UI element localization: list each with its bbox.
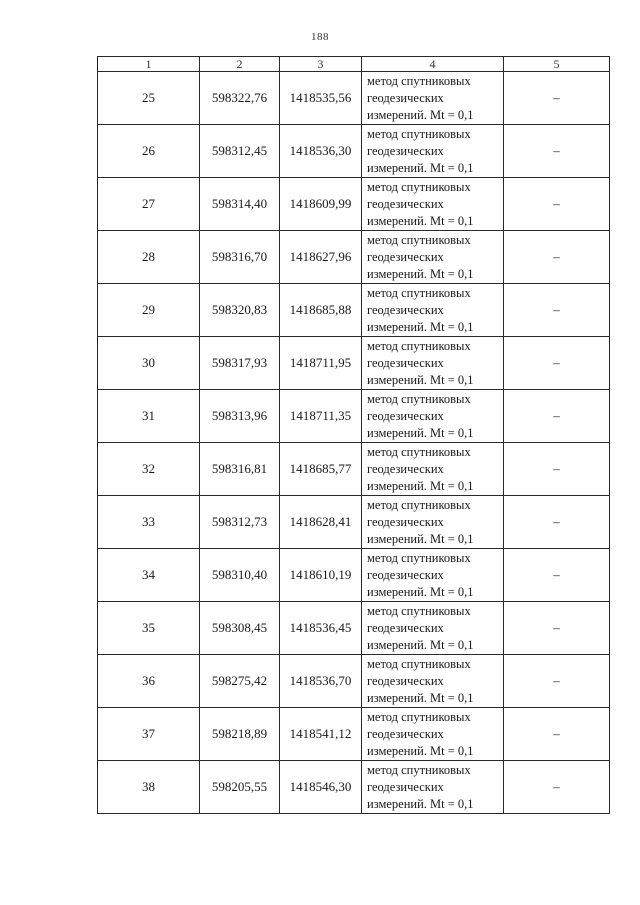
table-row (98, 178, 610, 231)
note-cell: – (504, 125, 610, 178)
method-cell (362, 72, 504, 125)
x-coordinate-cell: 598317,93 (200, 337, 280, 390)
x-coordinate-cell: 598218,89 (200, 708, 280, 761)
method-line: измерений. Mt = 0,1 (367, 266, 474, 281)
table-row (98, 496, 610, 549)
method-line: метод спутниковых (367, 126, 471, 141)
method-cell (362, 125, 504, 178)
method-line: измерений. Mt = 0,1 (367, 690, 474, 705)
method-line: метод спутниковых (367, 497, 471, 512)
table-body (98, 72, 610, 814)
method-cell (362, 708, 504, 761)
method-cell (362, 284, 504, 337)
method-line: геодезических (367, 620, 444, 635)
note-cell: – (504, 337, 610, 390)
note-cell: – (504, 496, 610, 549)
method-line: геодезических (367, 143, 444, 158)
point-number-cell: 26 (98, 125, 200, 178)
method-line: геодезических (367, 355, 444, 370)
method-line: метод спутниковых (367, 179, 471, 194)
method-line: метод спутниковых (367, 550, 471, 565)
point-number-cell: 30 (98, 337, 200, 390)
point-number-cell: 38 (98, 761, 200, 814)
method-cell (362, 602, 504, 655)
point-number-cell: 33 (98, 496, 200, 549)
y-coordinate-cell: 1418536,30 (280, 125, 362, 178)
x-coordinate-cell: 598312,73 (200, 496, 280, 549)
coordinates-table (97, 56, 610, 814)
x-coordinate-cell: 598316,81 (200, 443, 280, 496)
x-coordinate-cell: 598320,83 (200, 284, 280, 337)
note-cell: – (504, 761, 610, 814)
method-line: метод спутниковых (367, 709, 471, 724)
method-line: геодезических (367, 408, 444, 423)
method-line: геодезических (367, 461, 444, 476)
method-cell (362, 655, 504, 708)
note-cell: – (504, 178, 610, 231)
y-coordinate-cell: 1418541,12 (280, 708, 362, 761)
y-coordinate-cell: 1418546,30 (280, 761, 362, 814)
table-row (98, 602, 610, 655)
method-line: метод спутниковых (367, 232, 471, 247)
y-coordinate-cell: 1418685,88 (280, 284, 362, 337)
x-coordinate-cell: 598308,45 (200, 602, 280, 655)
method-line: метод спутниковых (367, 603, 471, 618)
point-number-cell: 29 (98, 284, 200, 337)
x-coordinate-cell: 598310,40 (200, 549, 280, 602)
method-line: метод спутниковых (367, 656, 471, 671)
y-coordinate-cell: 1418711,35 (280, 390, 362, 443)
point-number-cell: 35 (98, 602, 200, 655)
y-coordinate-cell: 1418685,77 (280, 443, 362, 496)
table-row (98, 655, 610, 708)
y-coordinate-cell: 1418627,96 (280, 231, 362, 284)
method-line: измерений. Mt = 0,1 (367, 531, 474, 546)
method-line: геодезических (367, 514, 444, 529)
table-row (98, 390, 610, 443)
table-row (98, 761, 610, 814)
page-number: 188 (311, 31, 329, 43)
x-coordinate-cell: 598314,40 (200, 178, 280, 231)
method-cell (362, 443, 504, 496)
note-cell: – (504, 655, 610, 708)
point-number-cell: 34 (98, 549, 200, 602)
method-line: измерений. Mt = 0,1 (367, 796, 474, 811)
table-row (98, 231, 610, 284)
method-line: геодезических (367, 90, 444, 105)
method-line: метод спутниковых (367, 391, 471, 406)
method-line: метод спутниковых (367, 338, 471, 353)
method-cell (362, 549, 504, 602)
point-number-cell: 27 (98, 178, 200, 231)
column-header: 3 (280, 57, 362, 72)
y-coordinate-cell: 1418628,41 (280, 496, 362, 549)
point-number-cell: 37 (98, 708, 200, 761)
x-coordinate-cell: 598275,42 (200, 655, 280, 708)
table-row (98, 443, 610, 496)
column-header: 4 (362, 57, 504, 72)
method-line: геодезических (367, 196, 444, 211)
y-coordinate-cell: 1418610,19 (280, 549, 362, 602)
method-cell (362, 761, 504, 814)
method-line: геодезических (367, 673, 444, 688)
y-coordinate-cell: 1418536,70 (280, 655, 362, 708)
method-line: геодезических (367, 567, 444, 582)
y-coordinate-cell: 1418535,56 (280, 72, 362, 125)
note-cell: – (504, 443, 610, 496)
y-coordinate-cell: 1418609,99 (280, 178, 362, 231)
x-coordinate-cell: 598316,70 (200, 231, 280, 284)
method-line: измерений. Mt = 0,1 (367, 107, 474, 122)
method-line: метод спутниковых (367, 762, 471, 777)
x-coordinate-cell: 598312,45 (200, 125, 280, 178)
x-coordinate-cell: 598322,76 (200, 72, 280, 125)
method-line: геодезических (367, 726, 444, 741)
method-line: измерений. Mt = 0,1 (367, 213, 474, 228)
table-row (98, 337, 610, 390)
method-line: измерений. Mt = 0,1 (367, 425, 474, 440)
point-number-cell: 31 (98, 390, 200, 443)
method-line: измерений. Mt = 0,1 (367, 160, 474, 175)
method-cell (362, 231, 504, 284)
method-line: метод спутниковых (367, 285, 471, 300)
table-row (98, 72, 610, 125)
method-line: измерений. Mt = 0,1 (367, 637, 474, 652)
point-number-cell: 36 (98, 655, 200, 708)
method-line: геодезических (367, 779, 444, 794)
note-cell: – (504, 549, 610, 602)
table-row (98, 708, 610, 761)
table-header-row (98, 57, 610, 72)
note-cell: – (504, 390, 610, 443)
y-coordinate-cell: 1418711,95 (280, 337, 362, 390)
table-row (98, 125, 610, 178)
note-cell: – (504, 602, 610, 655)
x-coordinate-cell: 598205,55 (200, 761, 280, 814)
note-cell: – (504, 708, 610, 761)
method-cell (362, 178, 504, 231)
table-row (98, 284, 610, 337)
table-row (98, 549, 610, 602)
column-header: 5 (504, 57, 610, 72)
method-line: метод спутниковых (367, 444, 471, 459)
method-cell (362, 390, 504, 443)
method-cell (362, 337, 504, 390)
y-coordinate-cell: 1418536,45 (280, 602, 362, 655)
method-line: геодезических (367, 249, 444, 264)
point-number-cell: 28 (98, 231, 200, 284)
method-line: геодезических (367, 302, 444, 317)
method-line: измерений. Mt = 0,1 (367, 319, 474, 334)
method-line: измерений. Mt = 0,1 (367, 372, 474, 387)
method-cell (362, 496, 504, 549)
note-cell: – (504, 284, 610, 337)
column-header: 2 (200, 57, 280, 72)
note-cell: – (504, 231, 610, 284)
x-coordinate-cell: 598313,96 (200, 390, 280, 443)
column-header: 1 (98, 57, 200, 72)
method-line: измерений. Mt = 0,1 (367, 743, 474, 758)
note-cell: – (504, 72, 610, 125)
point-number-cell: 25 (98, 72, 200, 125)
method-line: измерений. Mt = 0,1 (367, 584, 474, 599)
method-line: измерений. Mt = 0,1 (367, 478, 474, 493)
point-number-cell: 32 (98, 443, 200, 496)
method-line: метод спутниковых (367, 73, 471, 88)
